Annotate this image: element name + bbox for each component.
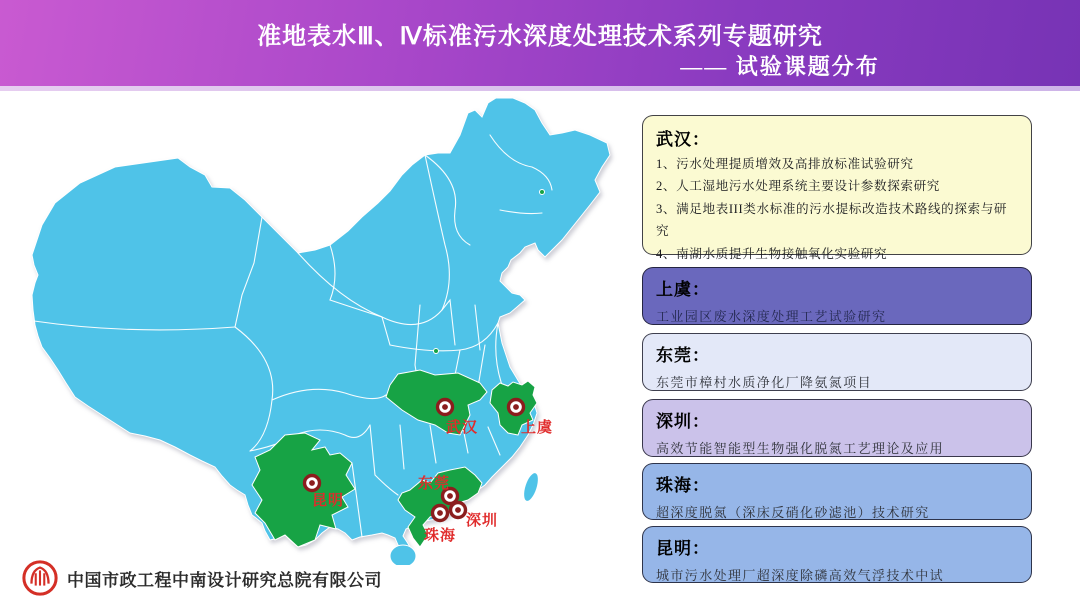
panel-shenzhen (642, 399, 1032, 457)
panel-dongguan (642, 333, 1032, 391)
panel-shangyu-item: 工业园区废水深度处理工艺试验研究 (656, 309, 887, 324)
highlight-dot-northeast (540, 190, 545, 195)
panel-zhuhai-title: 珠海： (656, 476, 710, 495)
header-divider (0, 86, 1080, 91)
panel-kunming-title: 昆明： (656, 539, 710, 558)
marker-shangyu (509, 400, 524, 415)
panel-zhuhai-item: 超深度脱氮（深床反硝化砂滤池）技术研究 (656, 505, 930, 520)
header-banner (0, 0, 1080, 86)
panel-shangyu-title: 上虞： (656, 280, 710, 299)
hainan-island (390, 545, 416, 565)
company-logo-icon (22, 560, 58, 596)
page-subtitle: —— 试验课题分布 (680, 54, 880, 79)
taiwan-island (521, 471, 542, 503)
city-label-shenzhen: 深圳 (465, 513, 499, 529)
panel-zhuhai (642, 463, 1032, 520)
panel-shenzhen-item: 高效节能智能型生物强化脱氮工艺理论及应用 (656, 441, 945, 456)
panel-shenzhen-title: 深圳： (656, 412, 710, 431)
panel-wuhan (642, 115, 1032, 261)
panel-dongguan-title: 东莞： (656, 346, 710, 365)
footer (22, 558, 382, 598)
page-title: 准地表水Ⅲ、Ⅳ标准污水深度处理技术系列专题研究 (257, 24, 823, 50)
marker-zhuhai (433, 506, 448, 521)
panel-wuhan-item: 3、满足地表III类水标准的污水提标改造技术路线的探索与研究 (656, 201, 1008, 239)
panel-wuhan-item: 4、南湖水质提升生物接触氧化实验研究 (656, 246, 888, 261)
marker-shenzhen (451, 503, 466, 518)
panel-kunming (642, 526, 1032, 583)
panel-wuhan-item: 2、人工湿地污水处理系统主要设计参数探索研究 (656, 179, 940, 194)
marker-kunming (305, 476, 320, 491)
panel-wuhan-item: 1、污水处理提质增效及高排放标准试验研究 (656, 157, 914, 171)
city-label-zhuhai: 珠海 (423, 528, 457, 544)
city-label-shangyu: 上虞 (520, 420, 554, 436)
marker-wuhan (438, 400, 453, 415)
panel-wuhan-title: 武汉： (656, 130, 710, 149)
china-map-svg (30, 95, 630, 565)
panel-dongguan-item: 东莞市樟村水质净化厂降氨氮项目 (656, 375, 873, 390)
highlight-dot-central (434, 349, 439, 354)
china-map (30, 95, 630, 565)
city-label-wuhan: 武汉 (445, 420, 479, 436)
panel-shangyu (642, 267, 1032, 325)
city-label-dongguan: 东莞 (417, 476, 451, 492)
company-name: 中国市政工程中南设计研究总院有限公司 (67, 570, 382, 590)
city-label-kunming: 昆明 (311, 493, 345, 509)
panel-kunming-item: 城市污水处理厂超深度除磷高效气浮技术中试 (656, 568, 945, 583)
